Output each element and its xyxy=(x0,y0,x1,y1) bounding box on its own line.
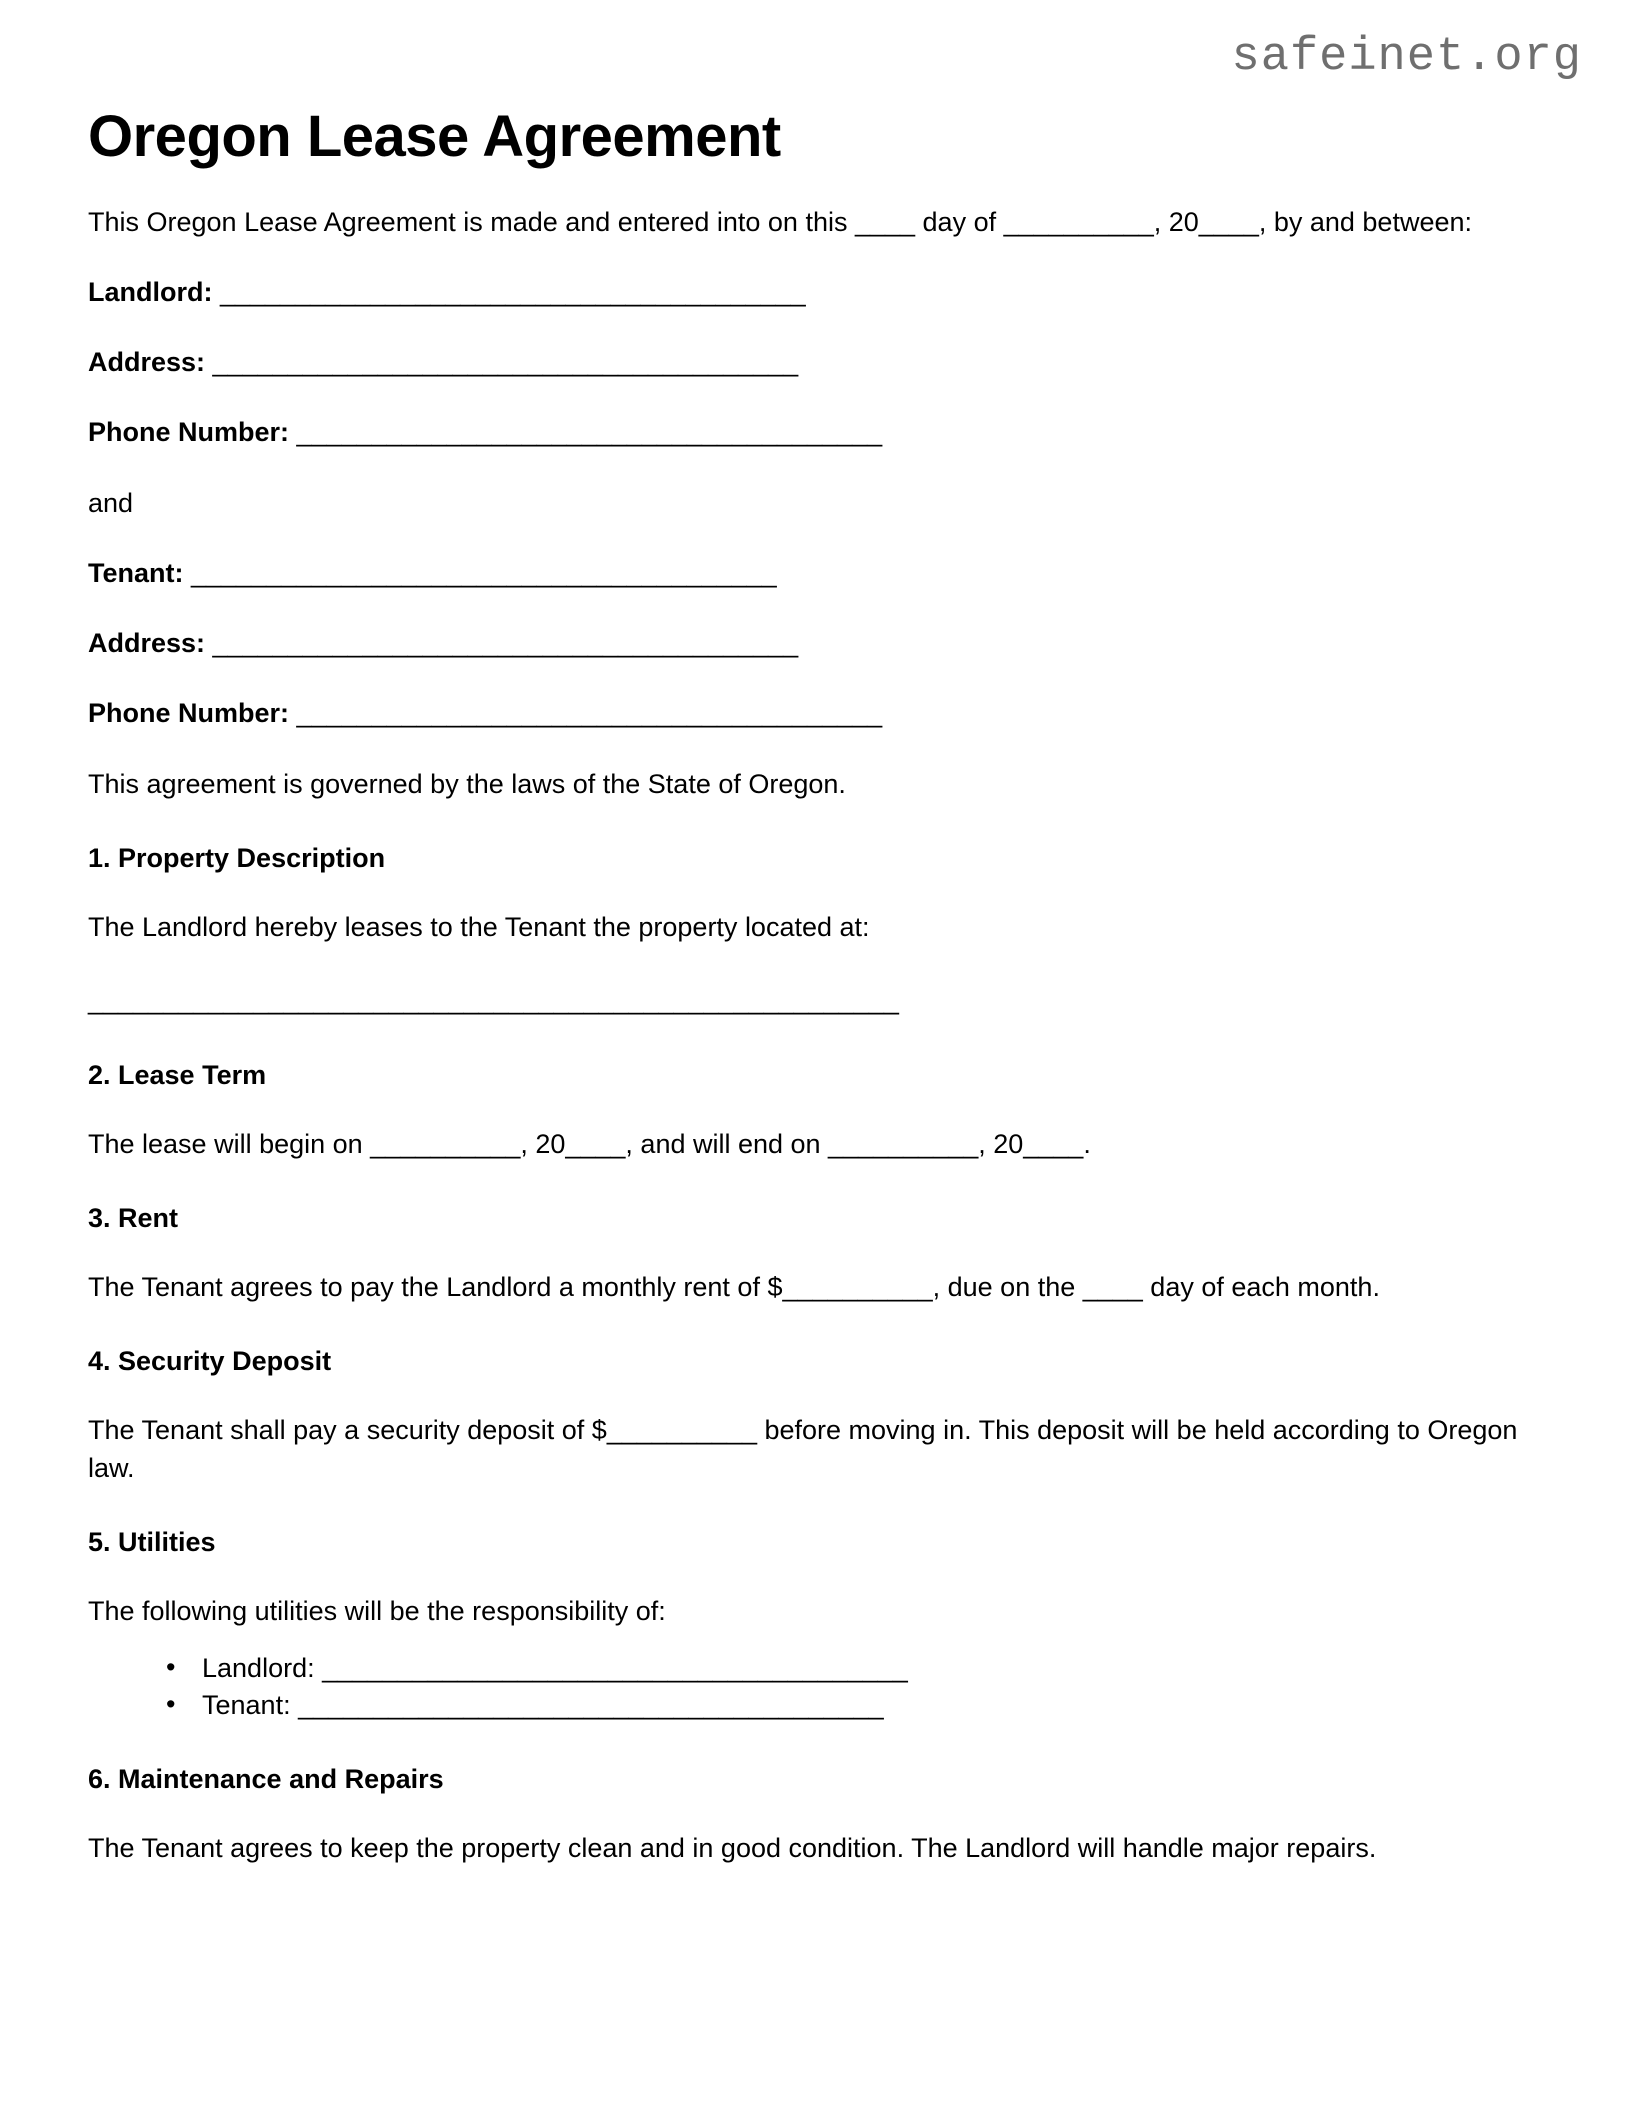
tenant-address-label: Address: xyxy=(88,628,206,659)
section-heading-utilities: 5. Utilities xyxy=(88,1526,216,1557)
section-body-security-deposit: The Tenant shall pay a security deposit of $__________ before moving in. This deposit will be held according to Oregon law. xyxy=(88,1415,1518,1483)
landlord-phone-blank[interactable]: _______________________________________ xyxy=(289,417,883,448)
landlord-name-label: Landlord: xyxy=(88,276,213,307)
section-heading-property-description: 1. Property Description xyxy=(88,842,386,873)
property-address-blank[interactable]: ______________________________________________________ xyxy=(88,985,899,1016)
section-body-maintenance-and-repairs: The Tenant agrees to keep the property clean and in good condition. The Landlord will handle major repairs. xyxy=(88,1832,1377,1863)
site-watermark: safeinet.org xyxy=(1231,31,1582,84)
section-heading-lease-term: 2. Lease Term xyxy=(88,1059,267,1090)
page-title: Oregon Lease Agreement xyxy=(88,104,781,169)
section-heading-rent: 3. Rent xyxy=(88,1202,179,1233)
tenant-address-field xyxy=(88,625,1548,662)
landlord-phone-field xyxy=(88,414,1548,451)
section-body-lease-term: The lease will begin on __________, 20____, and will end on __________, 20____. xyxy=(88,1128,1091,1159)
utilities-responsibility-list xyxy=(88,1650,1548,1723)
section-heading-security-deposit: 4. Security Deposit xyxy=(88,1346,332,1377)
intro-paragraph: This Oregon Lease Agreement is made and entered into on this ____ day of __________, 20____, by and between: xyxy=(88,206,1473,237)
landlord-address-label: Address: xyxy=(88,347,206,378)
landlord-address-field xyxy=(88,344,1548,381)
document-content xyxy=(88,104,1548,1867)
tenant-name-blank[interactable]: _______________________________________ xyxy=(183,557,777,588)
list-item[interactable]: • Tenant: _______________________________________ xyxy=(166,1687,1548,1724)
tenant-name-label: Tenant: xyxy=(88,557,184,588)
section-body-utilities: The following utilities will be the responsibility of: xyxy=(88,1595,666,1626)
tenant-phone-label: Phone Number: xyxy=(88,698,290,729)
tenant-phone-blank[interactable]: _______________________________________ xyxy=(289,698,883,729)
list-item[interactable]: • Landlord: _______________________________________ xyxy=(166,1650,1548,1687)
tenant-phone-field xyxy=(88,695,1548,732)
landlord-phone-label: Phone Number: xyxy=(88,417,290,448)
tenant-address-blank[interactable]: _______________________________________ xyxy=(205,628,799,659)
section-body-property-description: The Landlord hereby leases to the Tenant the property located at: xyxy=(88,912,870,943)
landlord-name-blank[interactable]: _______________________________________ xyxy=(212,276,806,307)
section-body-rent: The Tenant agrees to pay the Landlord a monthly rent of $__________, due on the ____ day of each month. xyxy=(88,1271,1380,1302)
landlord-name-field xyxy=(88,274,1548,311)
conjunction-and: and xyxy=(88,487,134,518)
tenant-name-field xyxy=(88,555,1548,592)
landlord-address-blank[interactable]: _______________________________________ xyxy=(205,347,799,378)
governing-law-paragraph: This agreement is governed by the laws of the State of Oregon. xyxy=(88,768,846,799)
section-heading-maintenance-and-repairs: 6. Maintenance and Repairs xyxy=(88,1763,444,1794)
